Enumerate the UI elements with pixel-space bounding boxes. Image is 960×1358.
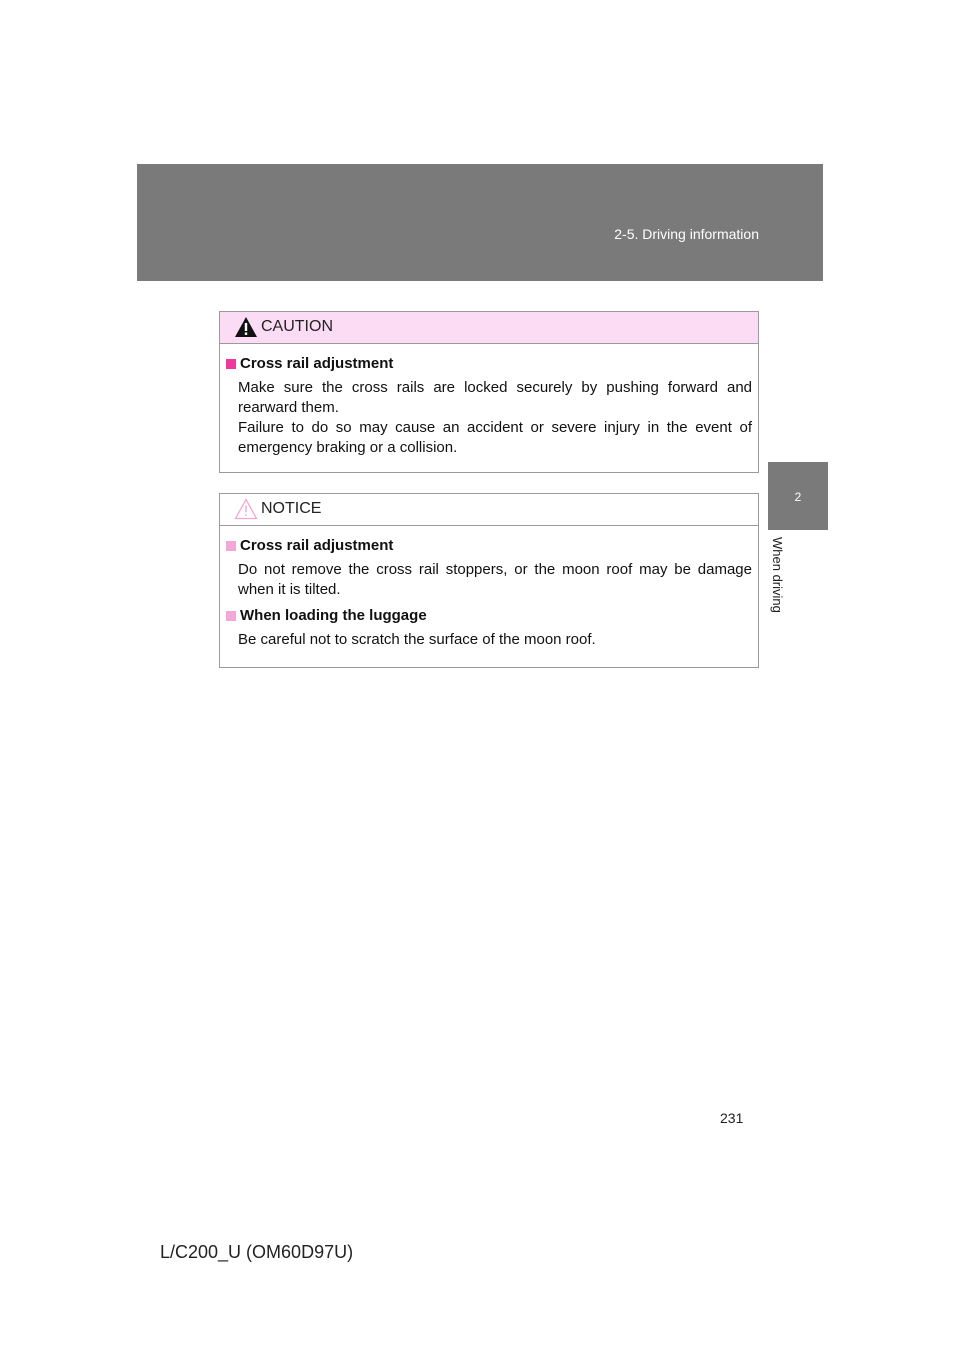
header-band	[137, 164, 823, 281]
caution-header	[220, 312, 758, 344]
item-heading	[226, 354, 752, 374]
caution-item	[226, 354, 752, 458]
chapter-number: 2	[794, 490, 802, 504]
caution-box	[219, 311, 759, 473]
document-code: L/C200_U (OM60D97U)	[160, 1242, 354, 1262]
item-text	[226, 630, 752, 650]
notice-item	[226, 536, 752, 600]
item-text	[226, 378, 752, 458]
notice-body	[220, 526, 758, 650]
notice-title: NOTICE	[261, 500, 322, 517]
notice-item	[226, 606, 752, 650]
page-number: 231	[720, 1110, 744, 1126]
paragraph: Be careful not to scratch the surface of the moon roof.	[238, 631, 596, 648]
warning-icon	[234, 316, 258, 338]
caution-body	[220, 344, 758, 458]
chapter-label	[770, 537, 790, 627]
bullet-square-icon	[226, 359, 236, 369]
bullet-square-icon	[226, 611, 236, 621]
paragraph: Failure to do so may cause an accident or severe injury in the event of emergency braking or a collision.	[238, 419, 752, 456]
notice-warning-icon	[234, 498, 258, 520]
item-heading-text: Cross rail adjustment	[240, 537, 394, 554]
notice-header	[220, 494, 758, 526]
item-heading-text: When loading the luggage	[240, 607, 427, 624]
paragraph: Make sure the cross rails are locked securely by pushing forward and rearward them.	[238, 379, 752, 416]
chapter-label-text: When driving	[770, 537, 785, 613]
caution-title: CAUTION	[261, 318, 333, 335]
item-heading	[226, 536, 752, 556]
item-heading	[226, 606, 752, 626]
section-title: 2-5. Driving information	[614, 226, 759, 242]
bullet-square-icon	[226, 541, 236, 551]
item-heading-text: Cross rail adjustment	[240, 355, 394, 372]
item-text	[226, 560, 752, 600]
notice-box	[219, 493, 759, 668]
chapter-tab	[768, 462, 828, 530]
paragraph: Do not remove the cross rail stoppers, or the moon roof may be damage when it is tilted.	[238, 561, 752, 598]
